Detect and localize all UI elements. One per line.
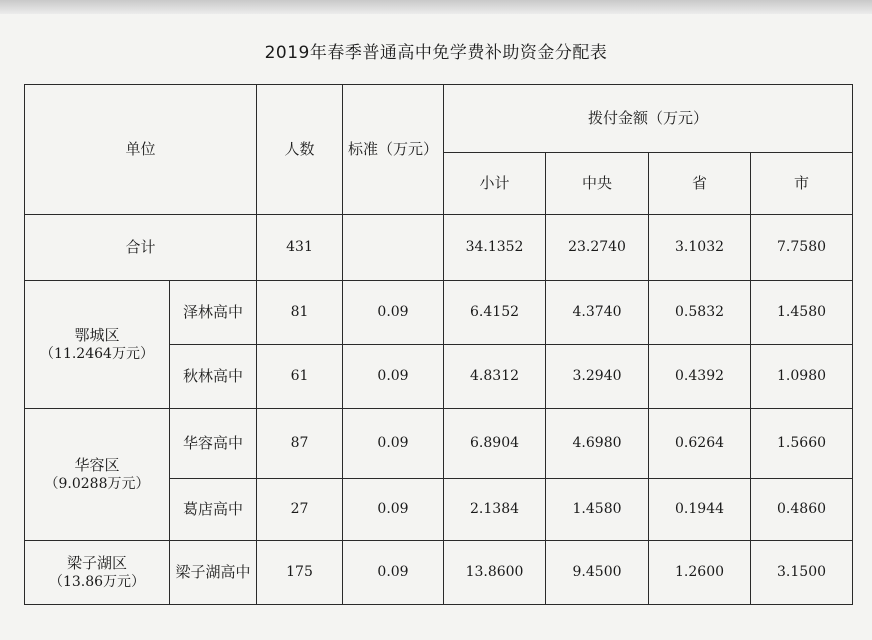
school-province: 0.1944 [649, 479, 751, 541]
school-subtotal: 13.8600 [444, 541, 546, 605]
school-standard: 0.09 [343, 409, 444, 479]
school-name: 泽林高中 [170, 281, 257, 345]
total-central: 23.2740 [546, 215, 649, 281]
header-allocated: 拨付金额（万元） [444, 85, 853, 153]
total-label: 合计 [25, 215, 257, 281]
header-province: 省 [649, 153, 751, 215]
school-province: 0.4392 [649, 345, 751, 409]
school-city: 1.5660 [751, 409, 853, 479]
school-province: 0.5832 [649, 281, 751, 345]
school-subtotal: 6.4152 [444, 281, 546, 345]
school-name: 秋林高中 [170, 345, 257, 409]
table-row [25, 409, 853, 479]
school-standard: 0.09 [343, 281, 444, 345]
school-central: 1.4580 [546, 479, 649, 541]
header-standard: 标准（万元） [343, 85, 444, 215]
school-central: 3.2940 [546, 345, 649, 409]
school-name: 华容高中 [170, 409, 257, 479]
scan-edge-shadow [0, 0, 872, 14]
total-standard [343, 215, 444, 281]
school-province: 1.2600 [649, 541, 751, 605]
school-subtotal: 4.8312 [444, 345, 546, 409]
region-cell [25, 281, 170, 409]
school-count: 81 [257, 281, 343, 345]
region-sum: （13.86万元） [48, 574, 146, 591]
total-subtotal: 34.1352 [444, 215, 546, 281]
allocation-table [24, 84, 853, 605]
school-central: 4.6980 [546, 409, 649, 479]
school-central: 4.3740 [546, 281, 649, 345]
school-city: 1.0980 [751, 345, 853, 409]
document-title: 2019年春季普通高中免学费补助资金分配表 [264, 43, 608, 63]
school-central: 9.4500 [546, 541, 649, 605]
region-name: 华容区 [74, 455, 120, 474]
school-city: 1.4580 [751, 281, 853, 345]
region-cell [25, 541, 170, 605]
header-row-1 [25, 85, 853, 153]
school-name: 梁子湖高中 [170, 541, 257, 605]
header-city: 市 [751, 153, 853, 215]
school-count: 87 [257, 409, 343, 479]
school-standard: 0.09 [343, 541, 444, 605]
school-count: 27 [257, 479, 343, 541]
school-city: 3.1500 [751, 541, 853, 605]
total-row [25, 215, 853, 281]
region-sum: （11.2464万元） [40, 346, 154, 363]
school-subtotal: 6.8904 [444, 409, 546, 479]
school-count: 61 [257, 345, 343, 409]
school-name: 葛店高中 [170, 479, 257, 541]
total-province: 3.1032 [649, 215, 751, 281]
school-standard: 0.09 [343, 345, 444, 409]
school-subtotal: 2.1384 [444, 479, 546, 541]
region-sum: （9.0288万元） [44, 476, 150, 493]
header-count: 人数 [257, 85, 343, 215]
school-standard: 0.09 [343, 479, 444, 541]
total-count: 431 [257, 215, 343, 281]
header-central: 中央 [546, 153, 649, 215]
table-row [25, 281, 853, 345]
table-row [25, 541, 853, 605]
header-unit: 单位 [25, 85, 257, 215]
header-subtotal: 小计 [444, 153, 546, 215]
region-name: 鄂城区 [74, 325, 120, 344]
region-cell [25, 409, 170, 541]
school-city: 0.4860 [751, 479, 853, 541]
school-count: 175 [257, 541, 343, 605]
school-province: 0.6264 [649, 409, 751, 479]
region-name: 梁子湖区 [66, 553, 127, 572]
total-city: 7.7580 [751, 215, 853, 281]
